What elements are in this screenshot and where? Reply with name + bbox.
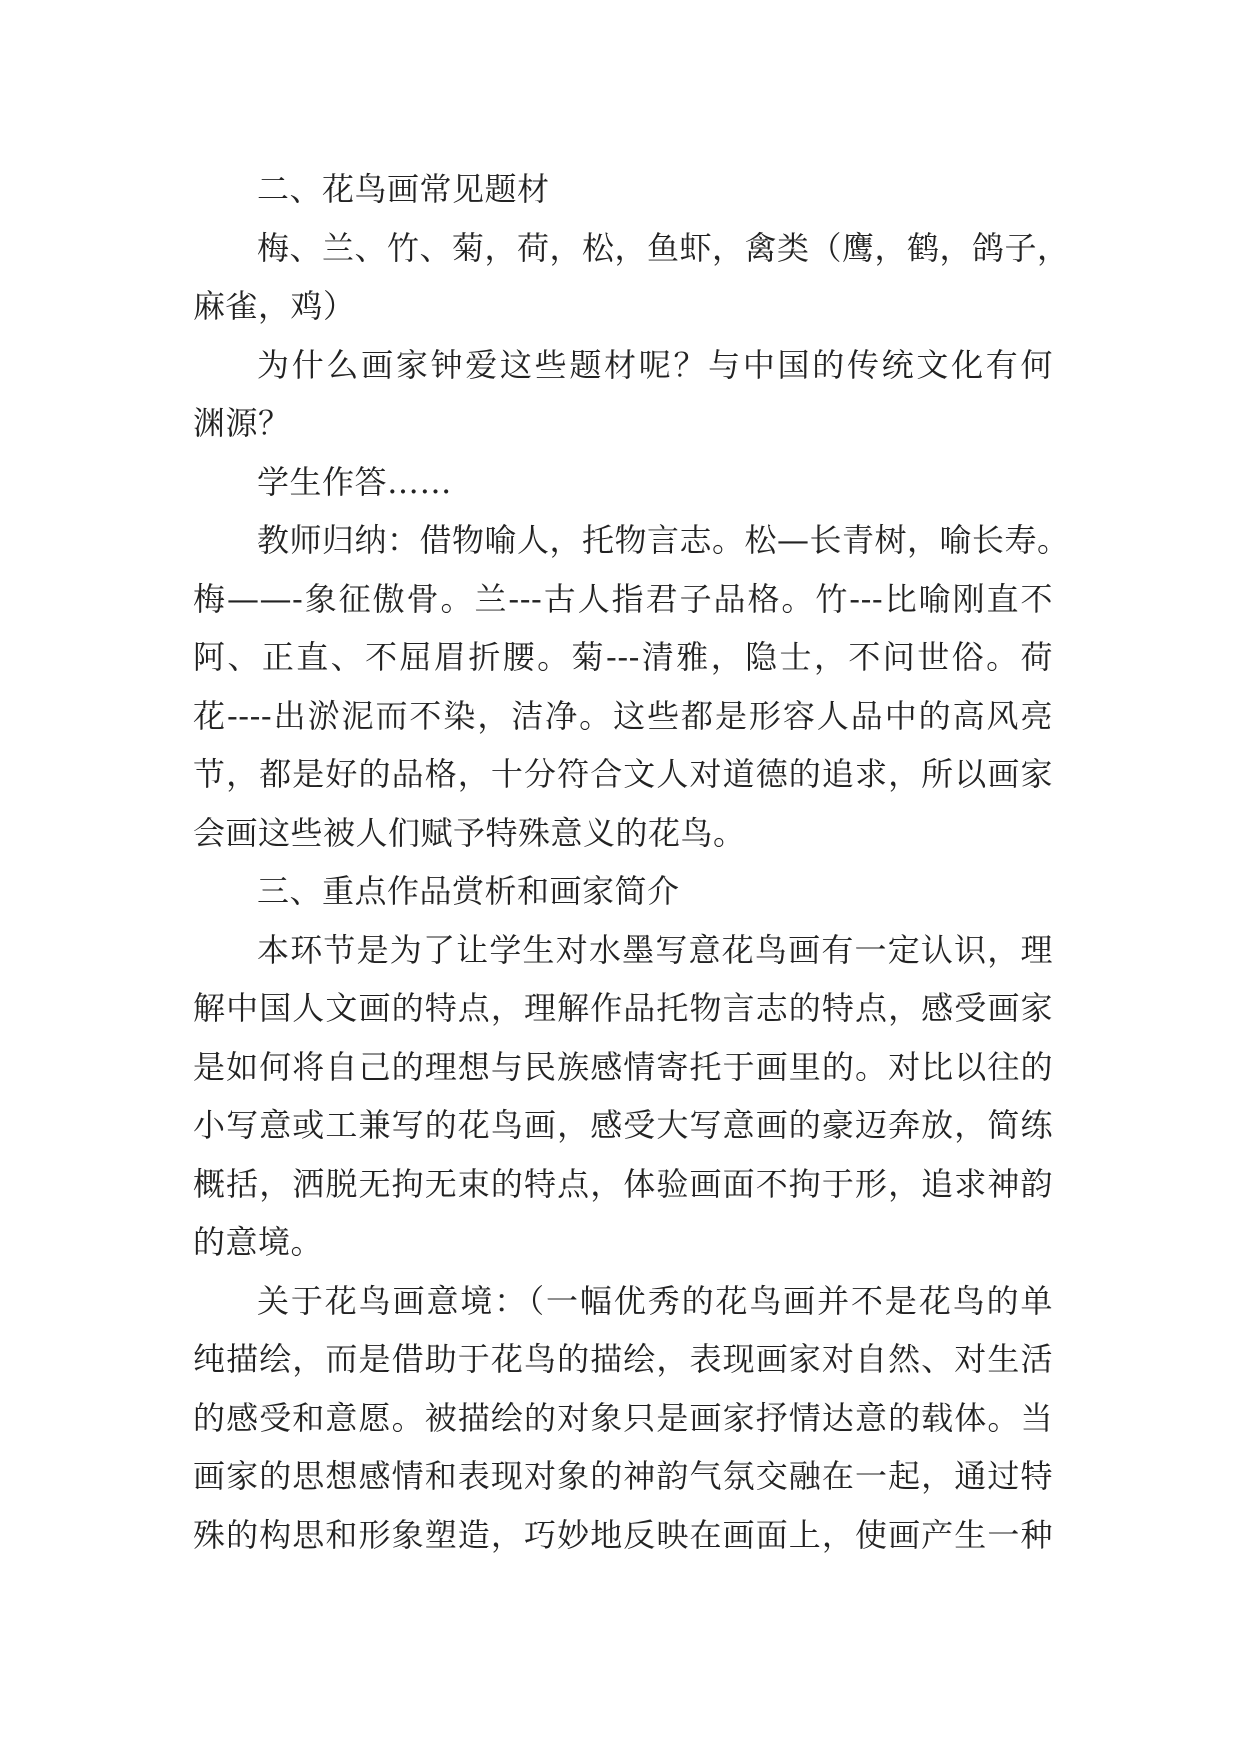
- paragraph-line: 渊源？: [193, 404, 291, 442]
- paragraph-line: 殊的构思和形象塑造，巧妙地反映在画面上，使画产生一种: [193, 1515, 1053, 1554]
- heading-key-works: 三、重点作品赏析和画家简介: [257, 872, 680, 910]
- paragraph-line: 概括，洒脱无拘无束的特点，体验画面不拘于形，追求神韵: [193, 1164, 1053, 1203]
- paragraph-line: 小写意或工兼写的花鸟画，感受大写意画的豪迈奔放，简练: [193, 1106, 1053, 1144]
- paragraph-line: 关于花鸟画意境：（一幅优秀的花鸟画并不是花鸟的单: [257, 1281, 1053, 1320]
- heading-common-subjects: 二、花鸟画常见题材: [257, 170, 550, 208]
- paragraph-line: 花----出淤泥而不染，洁净。这些都是形容人品中的高风亮: [193, 696, 1053, 735]
- paragraph-line: 是如何将自己的理想与民族感情寄托于画里的。对比以往的: [193, 1047, 1053, 1086]
- paragraph-line: 纯描绘，而是借助于花鸟的描绘，表现画家对自然、对生活: [193, 1340, 1053, 1378]
- document-body: [193, 160, 1070, 1564]
- paragraph-line: 阿、正直、不屈眉折腰。菊---清雅，隐士，不问世俗。荷: [193, 638, 1053, 676]
- paragraph-line: 的意境。: [193, 1223, 324, 1261]
- paragraph-line: 画家的思想感情和表现对象的神韵气氛交融在一起，通过特: [193, 1457, 1053, 1495]
- paragraph-line: 的感受和意愿。被描绘的对象只是画家抒情达意的载体。当: [193, 1398, 1053, 1437]
- paragraph-line: 教师归纳：借物喻人，托物言志。松—长青树，喻长寿。: [257, 521, 1070, 559]
- paragraph-line: 梅、兰、竹、菊，荷，松，鱼虾，禽类（鹰，鹤，鸽子，: [257, 228, 1070, 267]
- paragraph-line: 麻雀，鸡）: [193, 287, 356, 325]
- paragraph-line: 梅——-象征傲骨。兰---古人指君子品格。竹---比喻刚直不: [193, 579, 1053, 618]
- paragraph-line: 解中国人文画的特点，理解作品托物言志的特点，感受画家: [193, 989, 1053, 1027]
- paragraph-line: 为什么画家钟爱这些题材呢？与中国的传统文化有何: [257, 345, 1053, 384]
- paragraph-line: 会画这些被人们赋予特殊意义的花鸟。: [193, 813, 746, 852]
- paragraph-line: 学生作答……: [257, 462, 453, 501]
- paragraph-line: 本环节是为了让学生对水墨写意花鸟画有一定认识，理: [257, 930, 1053, 969]
- paragraph-line: 节，都是好的品格，十分符合文人对道德的追求，所以画家: [193, 755, 1053, 793]
